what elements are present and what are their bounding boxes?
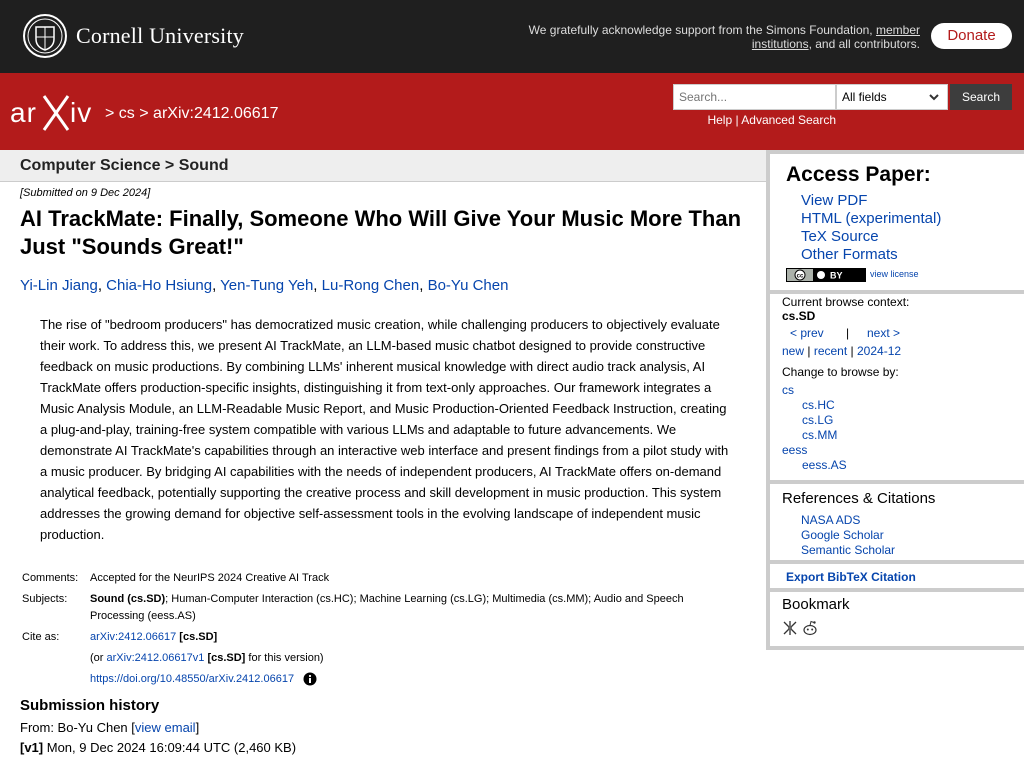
new-recent-links: new | recent | 2024-12 — [782, 344, 902, 358]
browse-eess-as-link[interactable]: eess.AS — [802, 458, 847, 472]
search-field-select[interactable]: All fields — [836, 84, 948, 110]
bookmark-box — [770, 592, 1024, 646]
access-paper-box — [770, 154, 1024, 290]
access-links — [801, 192, 941, 264]
browse-context-value: cs.SD — [782, 309, 816, 323]
change-browse-label: Change to browse by: — [782, 365, 899, 379]
next-link[interactable]: next > — [867, 326, 901, 340]
comments-value: Accepted for the NeurIPS 2024 Creative AI Track — [90, 572, 330, 584]
breadcrumb-paper-id: arXiv:2412.06617 — [153, 105, 279, 122]
submission-history-title: Submission history — [20, 697, 160, 714]
semantic-scholar-link[interactable]: Semantic Scholar — [801, 543, 896, 557]
references-title: References & Citations — [782, 490, 936, 507]
doi-row — [88, 669, 730, 690]
bookmark-icons — [782, 620, 818, 636]
recent-link[interactable]: recent — [813, 344, 848, 358]
reddit-icon[interactable] — [802, 620, 818, 636]
svg-text:BY: BY — [830, 270, 843, 281]
browse-cs-lg-link[interactable]: cs.LG — [802, 413, 834, 427]
month-link[interactable]: 2024-12 — [857, 344, 902, 358]
bibsonomy-icon[interactable] — [782, 620, 798, 636]
advanced-search-link[interactable]: Advanced Search — [741, 113, 836, 127]
metadata-table — [20, 568, 730, 690]
cc-by-license-icon[interactable] — [786, 268, 866, 282]
svg-text:ar: ar — [10, 97, 37, 128]
breadcrumb: > cs > arXiv:2412.06617 — [105, 105, 279, 122]
svg-text:cc: cc — [796, 273, 804, 280]
browse-context-box: Current browse context: cs.SD < prev | next > new | recent | 2024-12 Change to browse by: cs cs.HC cs.LG cs.MM eess eess.AS — [770, 294, 1024, 480]
new-link[interactable]: new — [782, 344, 805, 358]
chevron-down-icon — [927, 90, 941, 104]
member-institutions-link[interactable]: member institutions — [751, 23, 920, 51]
doi-link[interactable]: https://doi.org/10.48550/arXiv.2412.06617 — [90, 673, 295, 685]
other-formats-link[interactable]: Other Formats — [801, 246, 898, 263]
help-link[interactable]: Help — [707, 113, 733, 127]
cornell-logo[interactable] — [22, 13, 244, 59]
html-experimental-link[interactable]: HTML (experimental) — [801, 210, 942, 227]
bibtex-box — [770, 564, 1024, 588]
author-link[interactable]: Bo-Yu Chen — [427, 277, 509, 294]
author-link[interactable]: Lu-Rong Chen — [321, 277, 420, 294]
cite-id-link[interactable]: arXiv:2412.06617 — [90, 631, 177, 643]
search-links: Help | Advanced Search — [707, 113, 836, 127]
subjects-value: Sound (cs.SD); Human-Computer Interaction (cs.HC); Machine Learning (cs.LG); Multimedia (cs.MM); Audio and Speech Processing (eess.AS) — [90, 593, 684, 622]
abstract: The rise of "bedroom producers" has democratized music creation, while challenging producers to objectively evaluate their work. To address this, we present AI TrackMate, an LLM-based music chatbot designed to provide constructive feedback on music productions. By combining LLMs' inherent musical knowledge with direct audio track analysis, AI TrackMate offers production-specific insights, distinguishing it from text-only approaches. Our framework integrates a Music Analysis Module, an LLM-Readable Music Report, and Music Production-Oriented Feedback Instruction, creating a plug-and-play, training-free system compatible with various LLMs and adaptable to future advancements. We demonstrate AI TrackMate's capabilities through an interactive web interface and present findings from a pilot study with a music producer. By bridging AI capabilities with the needs of independent producers, AI TrackMate offers on-demand analytical feedback, potentially supporting the creative process and skill development in music production. This system addresses the growing demand for objective self-assessment tools in the evolving landscape of independent music production. — [40, 317, 729, 542]
cornell-seal-icon — [22, 13, 68, 59]
breadcrumb-cs[interactable]: cs — [118, 105, 135, 122]
bookmark-title: Bookmark — [782, 596, 850, 613]
subjects-label: Subjects: — [22, 593, 68, 605]
author-list: Yi-Lin Jiang, Chia-Ho Hsiung, Yen-Tung Yeh, Lu-Rong Chen, Bo-Yu Chen — [20, 277, 509, 294]
donate-button[interactable]: Donate — [931, 23, 1012, 49]
submission-v1: [v1] Mon, 9 Dec 2024 16:09:44 UTC (2,460 KB) — [20, 740, 297, 755]
browse-cs-hc-link[interactable]: cs.HC — [802, 398, 835, 412]
author-link[interactable]: Yi-Lin Jiang — [20, 277, 98, 294]
info-icon[interactable] — [303, 672, 317, 686]
google-scholar-link[interactable]: Google Scholar — [801, 528, 884, 542]
browse-context-label: Current browse context: — [782, 295, 910, 309]
cite-value: arXiv:2412.06617 [cs.SD] — [90, 631, 218, 643]
browse-list — [782, 383, 847, 473]
acknowledgement: We gratefully acknowledge support from the Simons Foundation, member institutions, and all contributors. — [528, 23, 920, 51]
author-link[interactable]: Chia-Ho Hsiung — [106, 277, 213, 294]
search-button[interactable]: Search — [950, 84, 1012, 110]
access-paper-title: Access Paper: — [786, 163, 931, 186]
cite-label: Cite as: — [22, 631, 60, 643]
browse-cs-mm-link[interactable]: cs.MM — [802, 428, 838, 442]
tex-source-link[interactable]: TeX Source — [801, 228, 879, 245]
view-license-link[interactable]: view license — [870, 269, 919, 279]
paper-title: AI TrackMate: Finally, Someone Who Will Give Your Music More Than Just "Sounds Great!" — [20, 206, 742, 259]
cite-version-link[interactable]: arXiv:2412.06617v1 — [106, 652, 205, 664]
references-box — [770, 484, 1024, 560]
cite-version: (or arXiv:2412.06617v1 [cs.SD] for this version) — [90, 652, 324, 664]
submission-from: From: Bo-Yu Chen [view email] — [20, 720, 200, 735]
svg-text:iv: iv — [70, 97, 93, 128]
view-pdf-link[interactable]: View PDF — [801, 192, 868, 209]
browse-cs-link[interactable]: cs — [782, 383, 794, 397]
view-email-link[interactable]: view email — [134, 720, 196, 735]
subject-header: Computer Science > Sound — [0, 150, 766, 182]
arxiv-logo-icon[interactable] — [10, 92, 102, 134]
nasa-ads-link[interactable]: NASA ADS — [801, 513, 861, 527]
prev-link[interactable]: < prev — [790, 326, 824, 340]
submitted-date: [Submitted on 9 Dec 2024] — [20, 187, 151, 199]
comments-label: Comments: — [22, 572, 79, 584]
cornell-wordmark: Cornell University — [76, 23, 244, 48]
browse-eess-link[interactable]: eess — [782, 443, 808, 457]
export-bibtex-link[interactable]: Export BibTeX Citation — [786, 570, 916, 584]
search-input[interactable] — [673, 84, 836, 110]
references-list — [801, 513, 895, 558]
author-link[interactable]: Yen-Tung Yeh — [220, 277, 314, 294]
